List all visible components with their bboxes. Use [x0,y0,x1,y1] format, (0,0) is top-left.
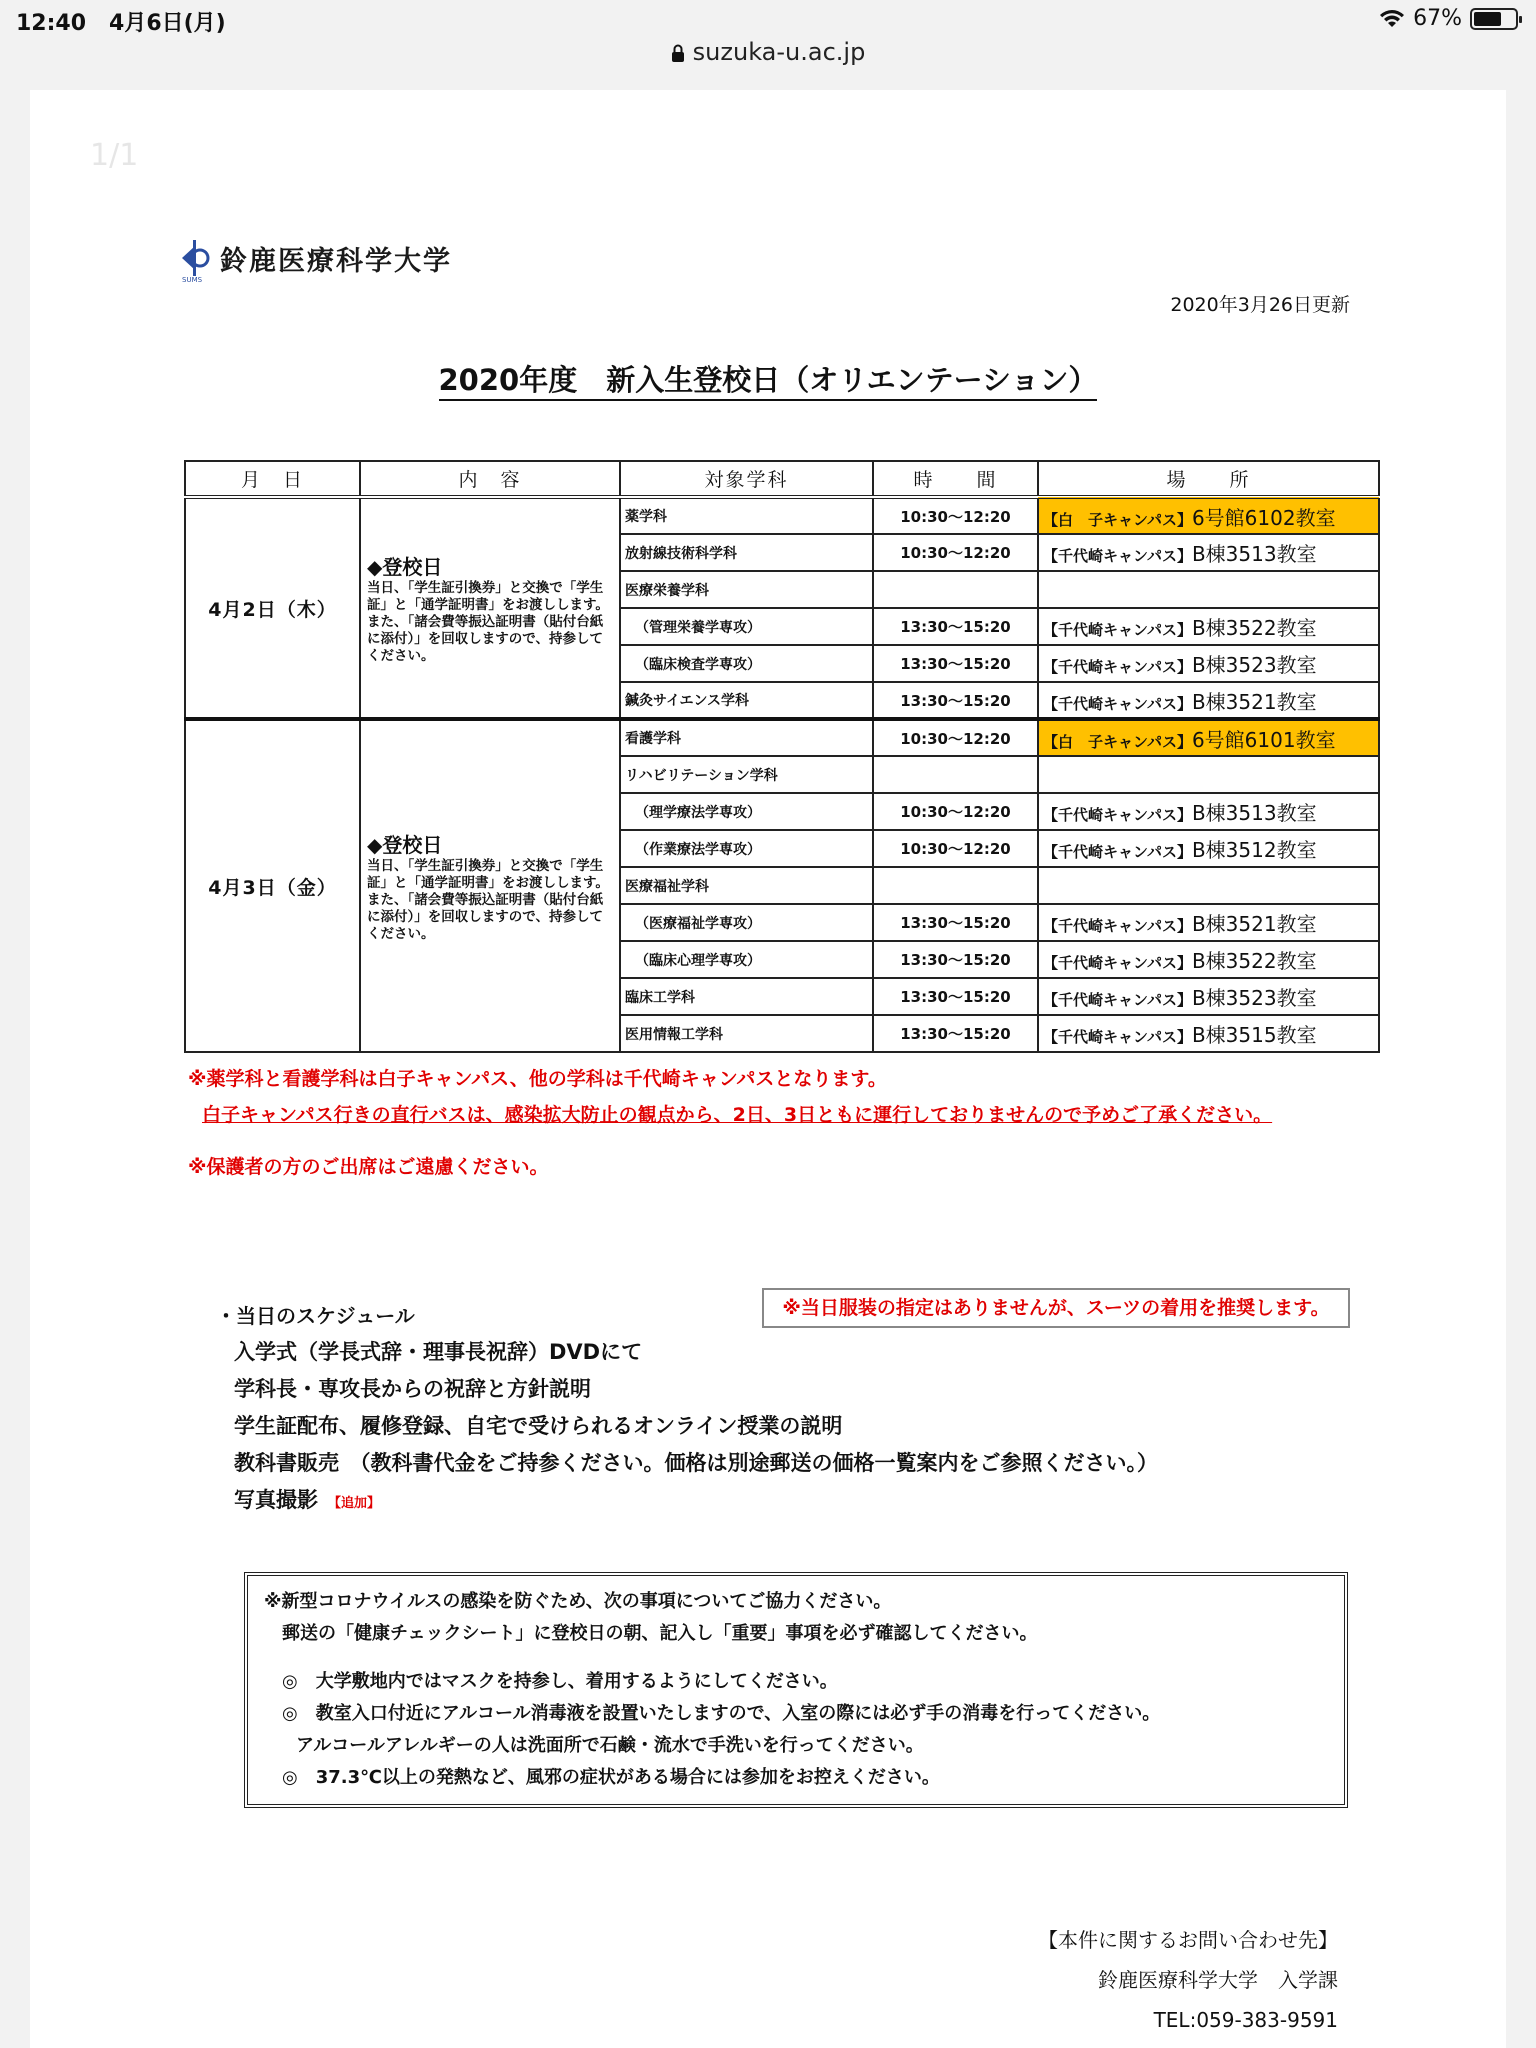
contact-info [1038,1920,1338,2040]
location-cell [1038,756,1379,793]
room-label: B棟3515教室 [1191,1023,1317,1047]
campus-label: 【千代崎キャンパス】 [1043,954,1192,972]
room-label: B棟3513教室 [1191,801,1317,825]
header-content: 内 容 [360,461,620,497]
location-cell [1038,571,1379,608]
department-cell: （臨床検査学専攻） [620,645,873,682]
url-domain: suzuka-u.ac.jp [692,38,866,66]
room-label: 6号館6101教室 [1191,727,1336,752]
document-page [30,90,1506,2048]
table-row [185,497,1379,534]
campus-label: 【白 子キャンパス】 [1043,732,1192,751]
location-cell [1038,793,1379,830]
logo-mark-icon [178,236,212,280]
department-cell: （臨床心理学専攻） [620,941,873,978]
room-label: B棟3521教室 [1191,689,1317,714]
time-cell: 10:30～12:20 [873,497,1038,534]
department-cell: 薬学科 [620,497,873,534]
department-cell: 臨床工学科 [620,978,873,1015]
content-cell [360,719,620,1052]
updated-date: 2020年3月26日更新 [1170,294,1350,316]
attire-note: ※当日服装の指定はありませんが、スーツの着用を推奨します。 [762,1288,1350,1328]
battery-icon [1470,8,1518,30]
status-bar [0,0,1536,40]
status-time: 12:40 4月6日(月) [16,11,226,36]
room-label: B棟3522教室 [1191,949,1317,973]
location-cell [1038,608,1379,645]
department-cell: （管理栄養学専攻） [620,608,873,645]
time-cell: 13:30～15:20 [873,978,1038,1015]
contact-head: 【本件に関するお問い合わせ先】 [1038,1928,1338,1952]
department-cell: 医療福祉学科 [620,867,873,904]
location-cell [1038,904,1379,941]
guardian-note: ※保護者の方のご出席はご遠慮ください。 [188,1156,549,1178]
table-row [185,719,1379,756]
campus-label: 【千代崎キャンパス】 [1043,694,1192,713]
campus-label: 【千代崎キャンパス】 [1043,658,1192,676]
time-cell: 13:30～15:20 [873,608,1038,645]
schedule-title: ・当日のスケジュール [216,1304,415,1328]
time-cell: 10:30～12:20 [873,793,1038,830]
corona-item: アルコールアレルギーの人は洗面所で石鹸・流水で手洗いを行ってください。 [296,1735,924,1756]
time-cell: 13:30～15:20 [873,645,1038,682]
schedule-item: 学生証配布、履修登録、自宅で受けられるオンライン授業の説明 [234,1414,843,1438]
lock-icon [671,44,685,62]
header-time: 時 間 [873,461,1038,497]
table-header-row [185,461,1379,497]
contact-org: 鈴鹿医療科学大学 入学課 [1098,1968,1338,1992]
campus-label: 【千代崎キャンパス】 [1043,621,1192,639]
university-name: 鈴鹿医療科学大学 [220,245,452,277]
location-cell [1038,534,1379,571]
schedule-item: 入学式（学長式辞・理事長祝辞）DVDにて [234,1340,643,1364]
room-label: B棟3512教室 [1191,838,1317,862]
campus-label: 【白 子キャンパス】 [1043,510,1192,529]
room-label: B棟3521教室 [1191,912,1317,936]
time-cell: 10:30～12:20 [873,830,1038,867]
location-cell [1038,941,1379,978]
corona-line: 郵送の「健康チェックシート」に登校日の朝、記入し「重要」事項を必ず確認してください。 [282,1623,1038,1644]
department-cell: 看護学科 [620,719,873,756]
bus-note: 白子キャンパス行きの直行バスは、感染拡大防止の観点から、2日、3日ともに運行しておりませんので予めご了承ください。 [202,1104,1273,1126]
time-cell: 13:30～15:20 [873,941,1038,978]
time-cell [873,867,1038,904]
department-cell: 鍼灸サイエンス学科 [620,682,873,719]
campus-label: 【千代崎キャンパス】 [1043,843,1192,861]
time-cell: 13:30～15:20 [873,682,1038,719]
header-department: 対象学科 [620,461,873,497]
campus-note: ※薬学科と看護学科は白子キャンパス、他の学科は千代崎キャンパスとなります。 [188,1068,887,1090]
location-cell [1038,719,1379,756]
content-cell [360,497,620,719]
location-cell [1038,867,1379,904]
campus-label: 【千代崎キャンパス】 [1043,991,1192,1009]
location-cell [1038,978,1379,1015]
department-cell: （理学療法学専攻） [620,793,873,830]
content-heading: ◆登校日 [367,555,443,579]
url-bar[interactable] [0,38,1536,72]
time-cell: 13:30～15:20 [873,1015,1038,1052]
university-abbr: SUMS [182,276,203,284]
location-cell [1038,645,1379,682]
campus-label: 【千代崎キャンパス】 [1043,917,1192,935]
date-cell: 4月2日（木） [185,497,360,719]
schedule-table [184,460,1380,1053]
content-heading: ◆登校日 [367,833,443,857]
department-cell: 医用情報工学科 [620,1015,873,1052]
time-cell: 13:30～15:20 [873,904,1038,941]
department-cell: （作業療法学専攻） [620,830,873,867]
department-cell: リハビリテーション学科 [620,756,873,793]
content-body: 当日、「学生証引換券」と交換で「学生証」と「通学証明書」をお渡しします。また、「諸会費等振込証明書（貼付台紙に添付）」を回収しますので、持参してください。 [367,580,609,664]
time-cell [873,756,1038,793]
location-cell [1038,682,1379,719]
page-indicator: 1/1 [90,138,139,173]
corona-line: ※新型コロナウイルスの感染を防ぐため、次の事項についてご協力ください。 [264,1591,892,1612]
battery-percent: 67% [1413,6,1462,31]
contact-tel: TEL:059-383-9591 [1153,2008,1338,2032]
department-cell: 医療栄養学科 [620,571,873,608]
department-cell: 放射線技術科学科 [620,534,873,571]
room-label: B棟3523教室 [1191,986,1317,1010]
header-location: 場 所 [1038,461,1379,497]
schedule-item: 学科長・専攻長からの祝辞と方針説明 [234,1377,591,1401]
content-body: 当日、「学生証引換券」と交換で「学生証」と「通学証明書」をお渡しします。また、「諸会費等振込証明書（貼付台紙に添付）」を回収しますので、持参してください。 [367,858,609,942]
corona-notice-box [244,1572,1348,1808]
university-logo [178,236,452,284]
corona-item: ◎ 37.3℃以上の発熱など、風邪の症状がある場合には参加をお控えください。 [282,1767,940,1788]
added-tag: 【追加】 [328,1496,381,1511]
header-date: 月 日 [185,461,360,497]
department-cell: （医療福祉学専攻） [620,904,873,941]
document-title: 2020年度 新入生登校日（オリエンテーション） [30,358,1506,399]
room-label: B棟3513教室 [1191,542,1317,566]
location-cell [1038,1015,1379,1052]
location-cell [1038,830,1379,867]
campus-label: 【千代崎キャンパス】 [1043,806,1192,824]
schedule-item: 写真撮影 【追加】 [234,1488,381,1512]
room-label: B棟3523教室 [1191,653,1317,677]
schedule-list [234,1334,1158,1519]
corona-item: ◎ 大学敷地内ではマスクを持参し、着用するようにしてください。 [282,1671,838,1692]
room-label: B棟3522教室 [1191,616,1317,640]
time-cell: 10:30～12:20 [873,534,1038,571]
time-cell: 10:30～12:20 [873,719,1038,756]
location-cell [1038,497,1379,534]
wifi-icon [1379,9,1405,29]
date-cell: 4月3日（金） [185,719,360,1052]
campus-label: 【千代崎キャンパス】 [1043,547,1192,565]
campus-label: 【千代崎キャンパス】 [1043,1028,1192,1046]
corona-item: ◎ 教室入口付近にアルコール消毒液を設置いたしますので、入室の際には必ず手の消毒を行ってください。 [282,1703,1161,1724]
time-cell [873,571,1038,608]
room-label: 6号館6102教室 [1191,505,1336,530]
battery-fill [1474,12,1501,26]
schedule-item: 教科書販売 （教科書代金をご持参ください。価格は別途郵送の価格一覧案内をご参照ください。） [234,1451,1158,1475]
